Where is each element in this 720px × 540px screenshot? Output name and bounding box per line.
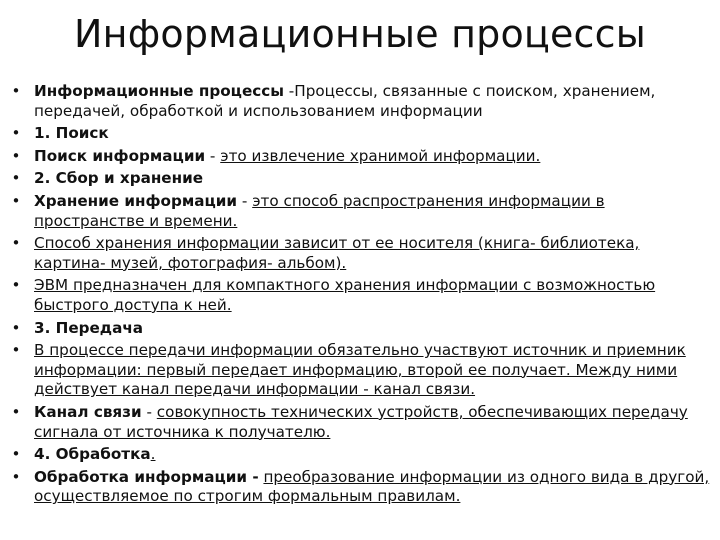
- item-definition-link[interactable]: это способ распространения информации в пространстве и времени.: [34, 191, 605, 230]
- bullet-icon: •: [11, 445, 21, 464]
- list-item: [10, 169, 710, 189]
- bullet-icon: •: [11, 341, 21, 360]
- bullet-icon: •: [11, 82, 21, 100]
- item-separator: -: [205, 146, 221, 165]
- list-item: [10, 124, 710, 144]
- list-item: [10, 147, 710, 167]
- list-item: [10, 234, 710, 273]
- bullet-icon: •: [11, 318, 21, 337]
- list-item: [10, 468, 710, 507]
- bullet-icon: •: [11, 234, 21, 253]
- slide-title: Информационные процессы: [74, 12, 646, 56]
- list-item: [10, 192, 710, 231]
- item-term: Информационные процессы: [34, 82, 284, 100]
- bullet-icon: •: [11, 191, 21, 210]
- bullet-icon: •: [11, 467, 21, 486]
- item-definition-link[interactable]: совокупность технических устройств, обеспечивающих передачу сигнала от источника к получателю.: [34, 402, 688, 441]
- item-separator: -: [141, 402, 157, 421]
- item-definition-link[interactable]: это извлечение хранимой информации.: [220, 146, 541, 165]
- item-term: Поиск информации: [34, 146, 206, 165]
- item-term: Обработка информации -: [34, 467, 259, 486]
- section-heading: 4. Обработка: [34, 445, 151, 464]
- bullet-list: [10, 82, 710, 510]
- bullet-icon: •: [11, 124, 21, 143]
- bullet-icon: •: [11, 169, 21, 188]
- item-term: Канал связи: [34, 402, 142, 421]
- list-item: [10, 319, 710, 339]
- list-item: [10, 276, 710, 315]
- item-term: Хранение информации: [34, 191, 238, 210]
- item-definition-link[interactable]: ЭВМ предназначен для компактного хранения информации с возможностью быстрого доступа к ней.: [34, 276, 656, 314]
- item-definition-link[interactable]: .: [150, 445, 156, 464]
- item-text: -Процессы, связанные с поиском, хранением, передачей, обработкой и использованием информации: [34, 82, 656, 120]
- bullet-icon: •: [11, 146, 21, 165]
- item-separator: -: [237, 191, 253, 210]
- bullet-icon: •: [11, 276, 21, 295]
- list-item: [10, 82, 710, 121]
- section-heading: 1. Поиск: [34, 124, 109, 143]
- list-item: [10, 403, 710, 442]
- item-definition-link[interactable]: Способ хранения информации зависит от ее носителя (книга- библиотека, картина- музей, фотография- альбом).: [34, 234, 640, 272]
- section-heading: 3. Передача: [34, 318, 143, 337]
- bullet-icon: •: [11, 402, 21, 421]
- list-item: [10, 445, 710, 465]
- item-definition-link[interactable]: В процессе передачи информации обязательно участвуют источник и приемник информации: первый передает информацию, второй ее получает. Между ними действует канал передачи информации - канал связи.: [34, 341, 686, 399]
- list-item: [10, 341, 710, 400]
- item-definition-link[interactable]: преобразование информации из одного вида в другой, осуществляемое по строгим формальным правилам.: [34, 467, 710, 506]
- section-heading: 2. Сбор и хранение: [34, 169, 204, 188]
